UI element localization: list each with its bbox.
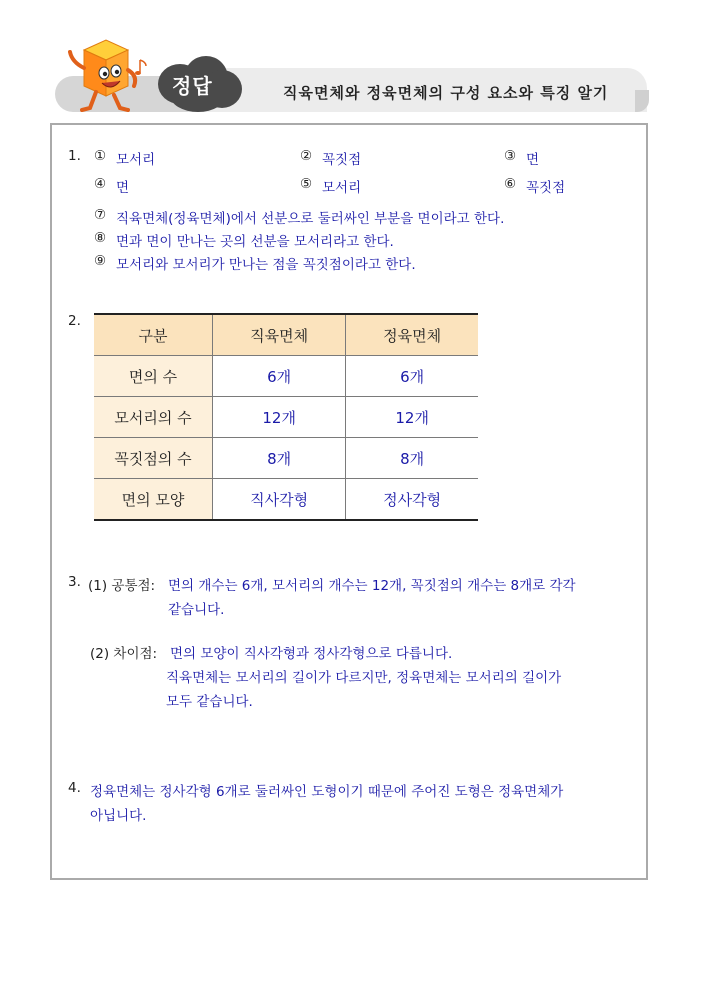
cuboid-faces-value: 6개	[213, 356, 346, 397]
row-label-faces: 면의 수	[94, 356, 213, 397]
table-header-cuboid: 직육면체	[213, 314, 346, 356]
cube-edges-value: 12개	[346, 397, 478, 438]
question-3-number: 3.	[68, 574, 81, 590]
cube-mascot-icon	[62, 38, 157, 118]
question-2-number: 2.	[68, 313, 81, 329]
q1-sentence-7: 직육면체(정육면체)에서 선분으로 둘러싸인 부분을 면이라고 한다.	[116, 211, 505, 227]
row-label-face-shape: 면의 모양	[94, 479, 213, 521]
q1-item-4-marker: ④	[94, 176, 107, 192]
cube-faces-value: 6개	[346, 356, 478, 397]
q3-difference-line-2: 직육면체는 모서리의 길이가 다르지만, 정육면체는 모서리의 길이가	[166, 670, 562, 686]
cube-face-shape-value: 정사각형	[346, 479, 478, 521]
q1-sentence-9: 모서리와 모서리가 만나는 점을 꼭짓점이라고 한다.	[116, 257, 416, 273]
q1-item-5-marker: ⑤	[300, 176, 313, 192]
q1-sentence-9-marker: ⑨	[94, 253, 107, 269]
q3-difference-line-3: 모두 같습니다.	[166, 694, 253, 710]
q4-answer-line-1: 정육면체는 정사각형 6개로 둘러싸인 도형이기 때문에 주어진 도형은 정육면체가	[90, 784, 564, 800]
page-header	[0, 0, 706, 125]
table-row	[94, 397, 478, 438]
table-header-cube: 정육면체	[346, 314, 478, 356]
table-row	[94, 356, 478, 397]
q1-item-1-marker: ①	[94, 148, 107, 164]
q4-answer-line-2: 아닙니다.	[90, 808, 147, 824]
row-label-vertices: 꼭짓점의 수	[94, 438, 213, 479]
q3-common-label: (1) 공통점:	[88, 578, 156, 594]
q1-item-4-answer: 면	[116, 180, 130, 196]
cuboid-edges-value: 12개	[213, 397, 346, 438]
cuboid-face-shape-value: 직사각형	[213, 479, 346, 521]
answer-badge-label: 정답	[172, 74, 213, 98]
q1-item-3-marker: ③	[504, 148, 517, 164]
q1-item-1-answer: 모서리	[116, 152, 156, 168]
question-1-number: 1.	[68, 148, 81, 164]
q1-item-5-answer: 모서리	[322, 180, 362, 196]
q1-item-2-marker: ②	[300, 148, 313, 164]
q1-sentence-7-marker: ⑦	[94, 207, 107, 223]
table-row	[94, 438, 478, 479]
question-4-number: 4.	[68, 780, 81, 796]
q1-sentence-8-marker: ⑧	[94, 230, 107, 246]
q1-item-6-answer: 꼭짓점	[526, 180, 566, 196]
comparison-table	[94, 313, 478, 521]
q3-common-line-2: 같습니다.	[168, 602, 225, 618]
table-header-category: 구분	[94, 314, 213, 356]
q1-item-2-answer: 꼭짓점	[322, 152, 362, 168]
q3-difference-label: (2) 차이점:	[90, 646, 158, 662]
q1-sentence-8: 면과 면이 만나는 곳의 선분을 모서리라고 한다.	[116, 234, 394, 250]
q3-difference-line-1: 면의 모양이 직사각형과 정사각형으로 다릅니다.	[170, 646, 453, 662]
q3-common-line-1: 면의 개수는 6개, 모서리의 개수는 12개, 꼭짓점의 개수는 8개로 각각	[168, 578, 576, 594]
q1-item-6-marker: ⑥	[504, 176, 517, 192]
table-header-row	[94, 314, 478, 356]
row-label-edges: 모서리의 수	[94, 397, 213, 438]
cuboid-vertices-value: 8개	[213, 438, 346, 479]
cube-vertices-value: 8개	[346, 438, 478, 479]
q1-item-3-answer: 면	[526, 152, 540, 168]
page-title: 직육면체와 정육면체의 구성 요소와 특징 알기	[283, 84, 609, 102]
table-row	[94, 479, 478, 521]
